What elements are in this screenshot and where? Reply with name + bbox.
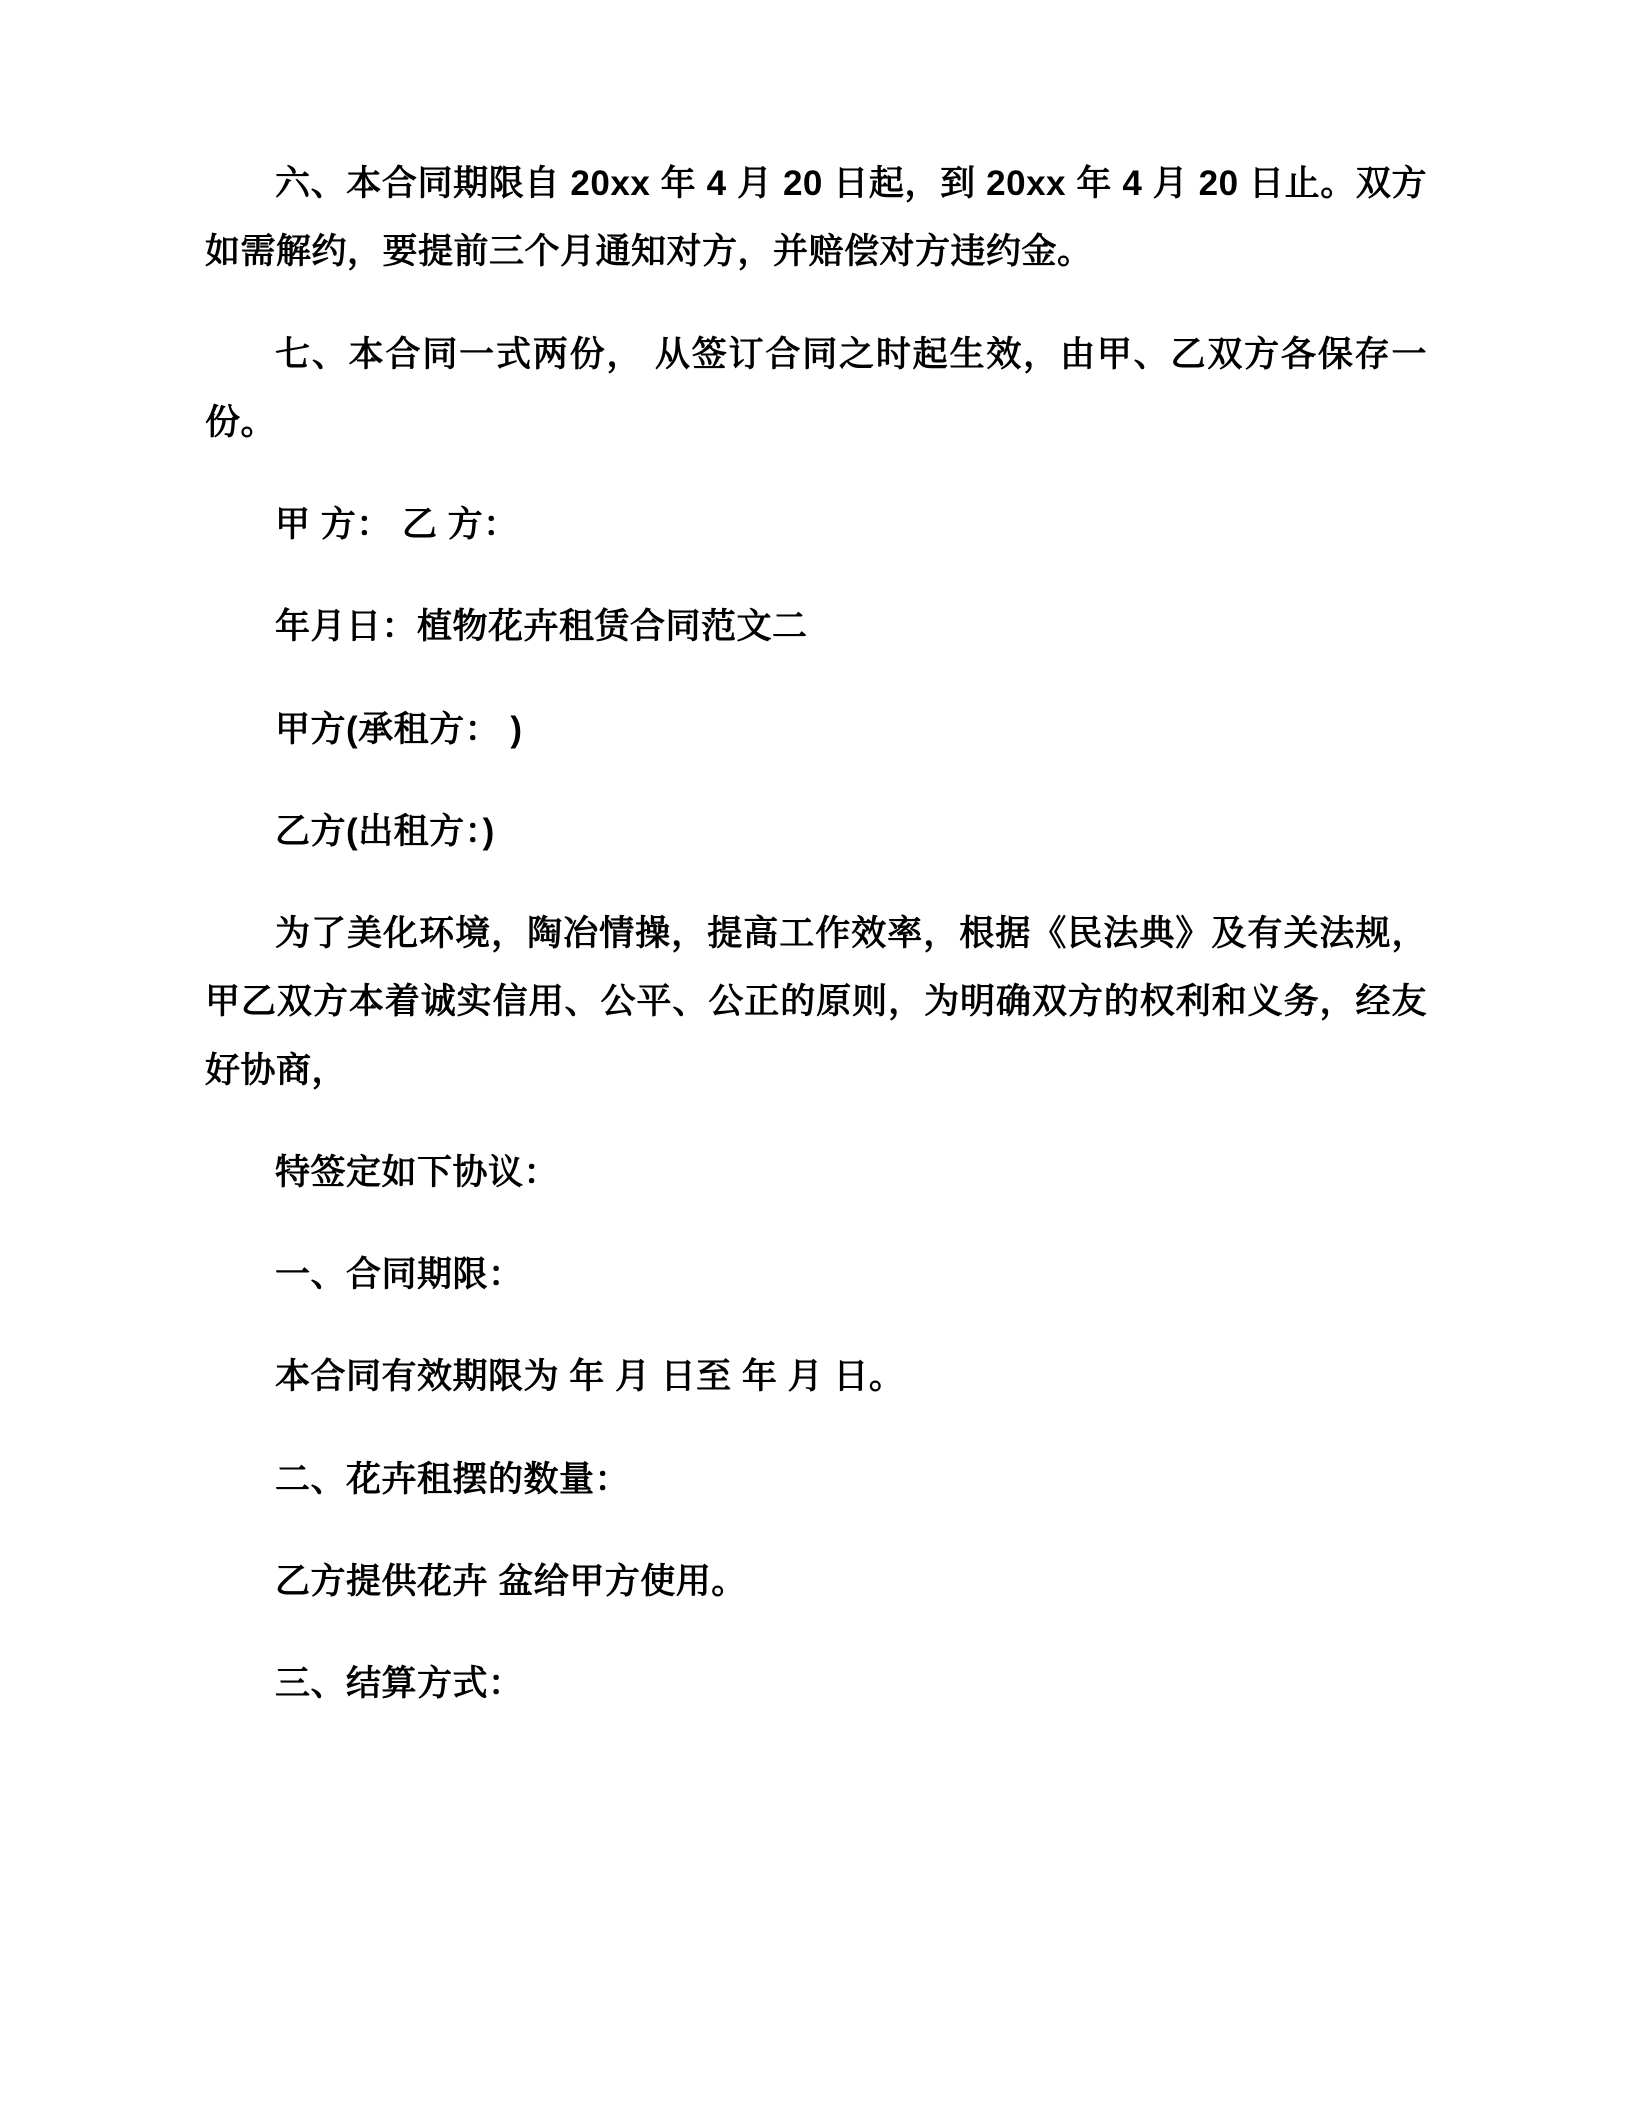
paragraph-signature-parties: 甲 方： 乙 方： [275, 505, 519, 544]
paragraph-party-a-lessee: 甲方(承租方： ) [275, 709, 523, 749]
paragraph-clause-six: 六、本合同期限自 20xx 年 4 月 20 日起，到 20xx 年 4 月 20 日止。双方如需解约，要提前三个月通知对方，并赔偿对方违约金。 [205, 164, 1427, 272]
paragraph-article-one-title: 一、合同期限： [275, 1255, 524, 1294]
paragraph-article-one-body: 本合同有效期限为 年 月 日至 年 月 日。 [275, 1357, 905, 1397]
paragraph-article-two-body: 乙方提供花卉 盆给甲方使用。 [275, 1561, 747, 1601]
paragraph-clause-seven: 七、本合同一式两份， 从签订合同之时起生效，由甲、乙双方各保存一份。 [205, 334, 1427, 442]
paragraph-party-b-lessor: 乙方(出租方：) [275, 811, 495, 851]
document-body [205, 150, 1427, 1718]
paragraph-agreement-intro: 特签定如下协议： [275, 1152, 560, 1192]
paragraph-article-three-title: 三、结算方式： [275, 1664, 524, 1703]
paragraph-date-and-next-title: 年月日：植物花卉租赁合同范文二 [275, 607, 808, 647]
paragraph-preamble: 为了美化环境，陶冶情操，提高工作效率，根据《民法典》及有关法规，甲乙双方本着诚实信用、公平、公正的原则，为明确双方的权利和义务，经友好协商， [205, 914, 1427, 1090]
paragraph-article-two-title: 二、花卉租摆的数量： [275, 1459, 631, 1499]
